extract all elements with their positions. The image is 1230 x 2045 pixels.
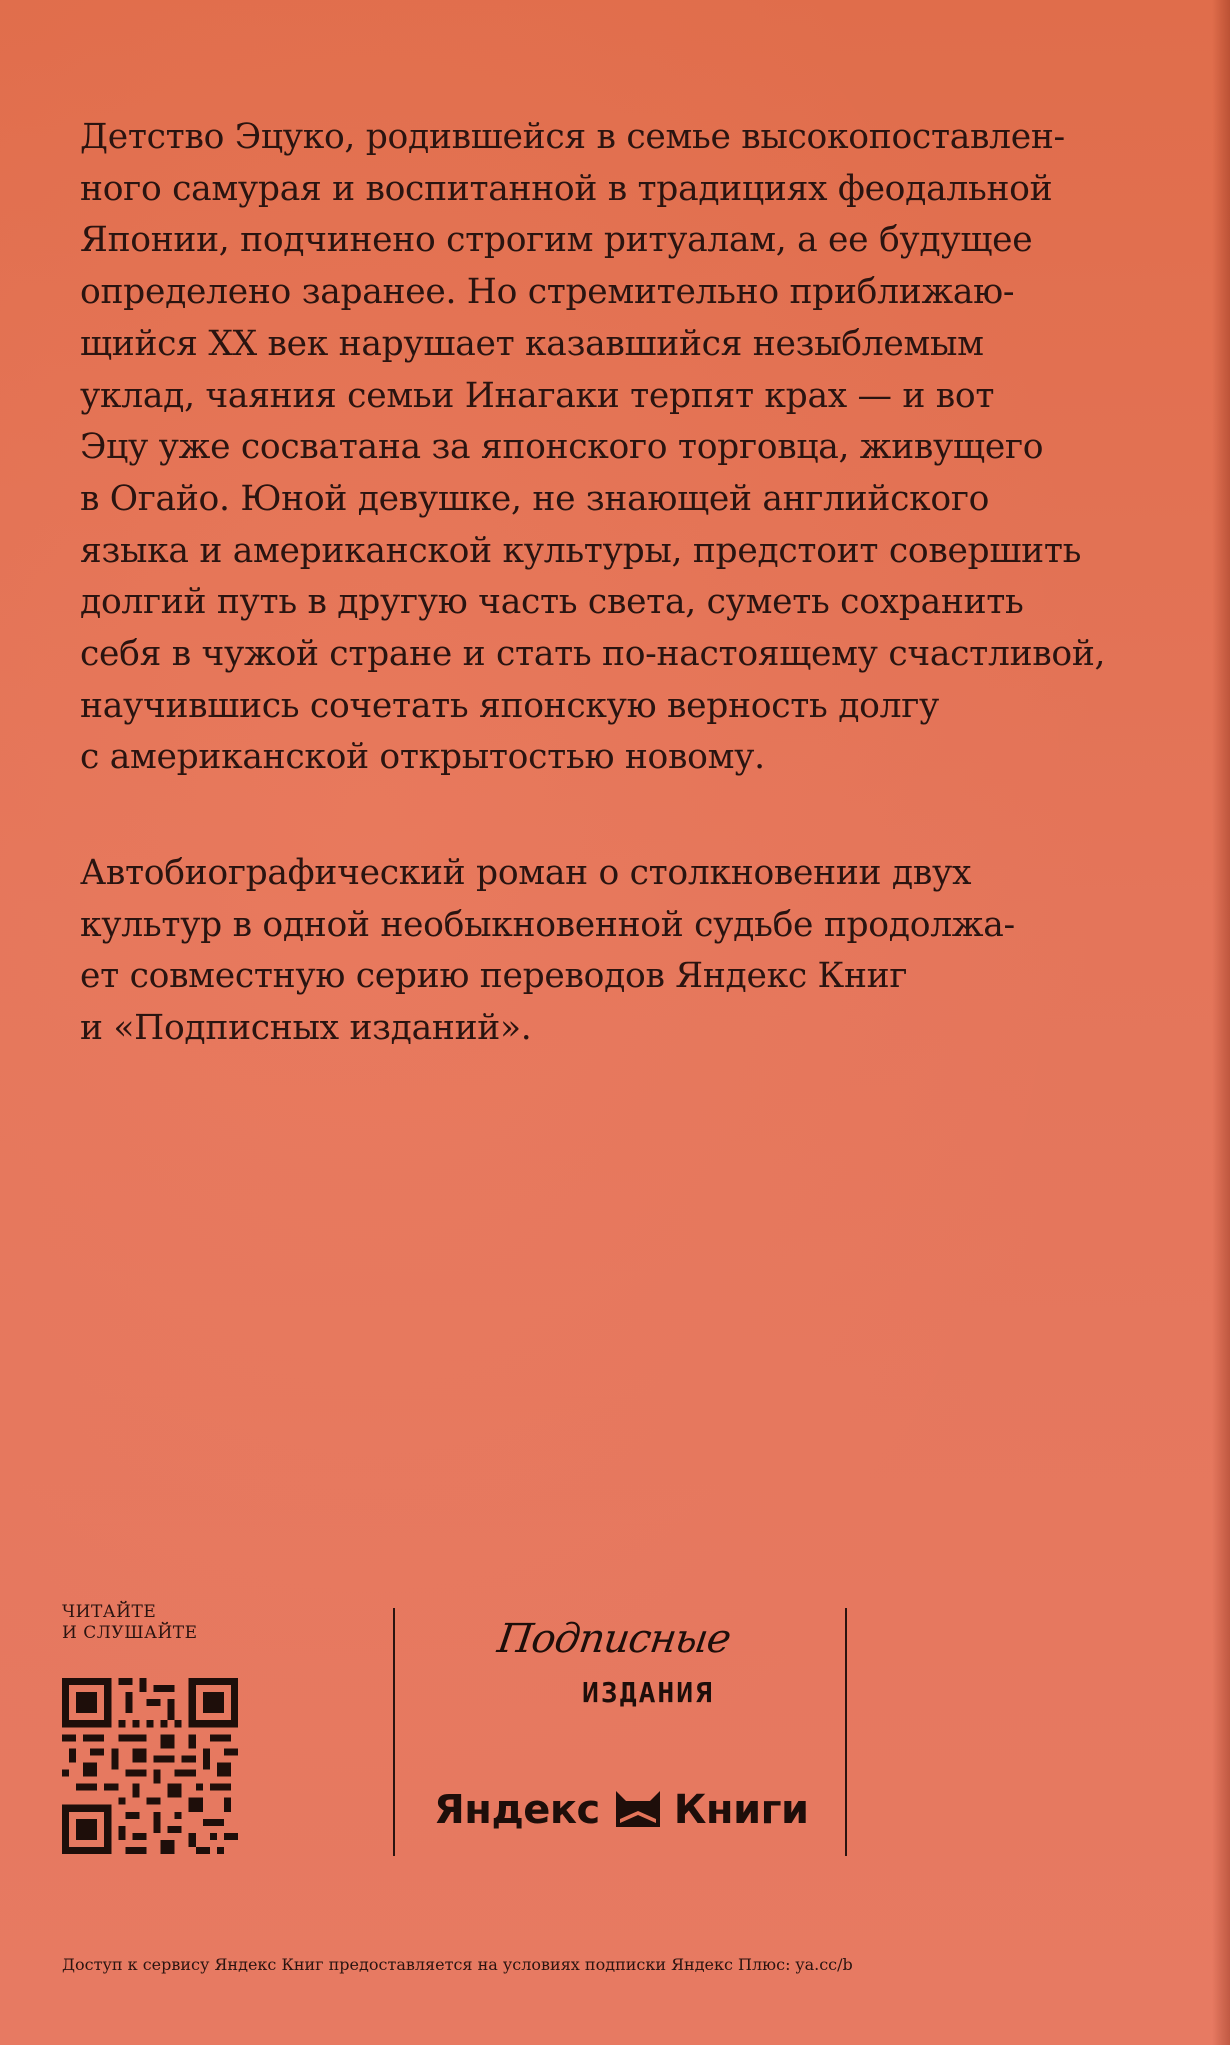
footer-logos bbox=[0, 1600, 1230, 1860]
text-line: уклад, чаяния семьи Инагаки терпят крах — и вот bbox=[80, 375, 995, 416]
text-line: ет совместную серию переводов Яндекс Книг bbox=[80, 956, 908, 997]
text-line: Автобиографический роман о столкновении двух bbox=[80, 853, 972, 893]
read-label-line-1: ЧИТАЙТЕ bbox=[62, 1602, 157, 1622]
text-line: с американской открытостью новому. bbox=[80, 737, 765, 778]
yandex-logo-right-text: Книги bbox=[673, 1787, 809, 1833]
podpisnye-izdaniya-logo bbox=[494, 1616, 758, 1716]
text-line: Эцу уже сосватана за японского торговца, живущего bbox=[80, 427, 1044, 468]
text-line: долгий путь в другую часть света, суметь сохранить bbox=[80, 582, 1024, 623]
yandex-logo-left-text: Яндекс bbox=[434, 1787, 600, 1833]
read-and-listen-label bbox=[62, 1602, 198, 1644]
text-line: и «Подписных изданий». bbox=[80, 1008, 532, 1049]
text-line: определено заранее. Но стремительно приближаю- bbox=[80, 272, 1015, 313]
yandex-books-logo bbox=[434, 1780, 809, 1840]
text-line: себя в чужой стране и стать по-настоящему счастливой, bbox=[80, 634, 1106, 675]
text-line: культур в одной необыкновенной судьбе продолжа- bbox=[80, 904, 1015, 945]
qr-code-icon[interactable] bbox=[62, 1678, 238, 1854]
text-line: ного самурая и воспитанной в традициях феодальной bbox=[80, 168, 1053, 209]
publisher-script-text: Подписные bbox=[494, 1616, 734, 1662]
publisher-caps-text: ИЗДАНИЯ bbox=[582, 1676, 715, 1709]
text-line: Японии, подчинено строгим ритуалам, а ее будущее bbox=[80, 220, 1033, 261]
description-paragraph-1 bbox=[80, 112, 1140, 784]
subscription-fineprint: Доступ к сервису Яндекс Книг предоставляется на условиях подписки Яндекс Плюс: ya.cc/b bbox=[62, 1955, 853, 1974]
read-label-line-2: И СЛУШАЙТЕ bbox=[62, 1623, 198, 1643]
vertical-divider bbox=[845, 1608, 847, 1856]
vertical-divider bbox=[393, 1608, 395, 1856]
text-line: в Огайо. Юной девушке, не знающей английского bbox=[80, 478, 990, 519]
text-line: щийся XX век нарушает казавшийся незыблемым bbox=[80, 323, 984, 364]
cat-book-icon bbox=[612, 1787, 664, 1833]
text-line: языка и американской культуры, предстоит совершить bbox=[80, 530, 1082, 571]
text-line: научившись сочетать японскую верность долгу bbox=[80, 685, 940, 726]
text-line: Детство Эцуко, родившейся в семье высокопоставлен- bbox=[80, 117, 1065, 157]
description-paragraph-2 bbox=[80, 848, 1140, 1055]
